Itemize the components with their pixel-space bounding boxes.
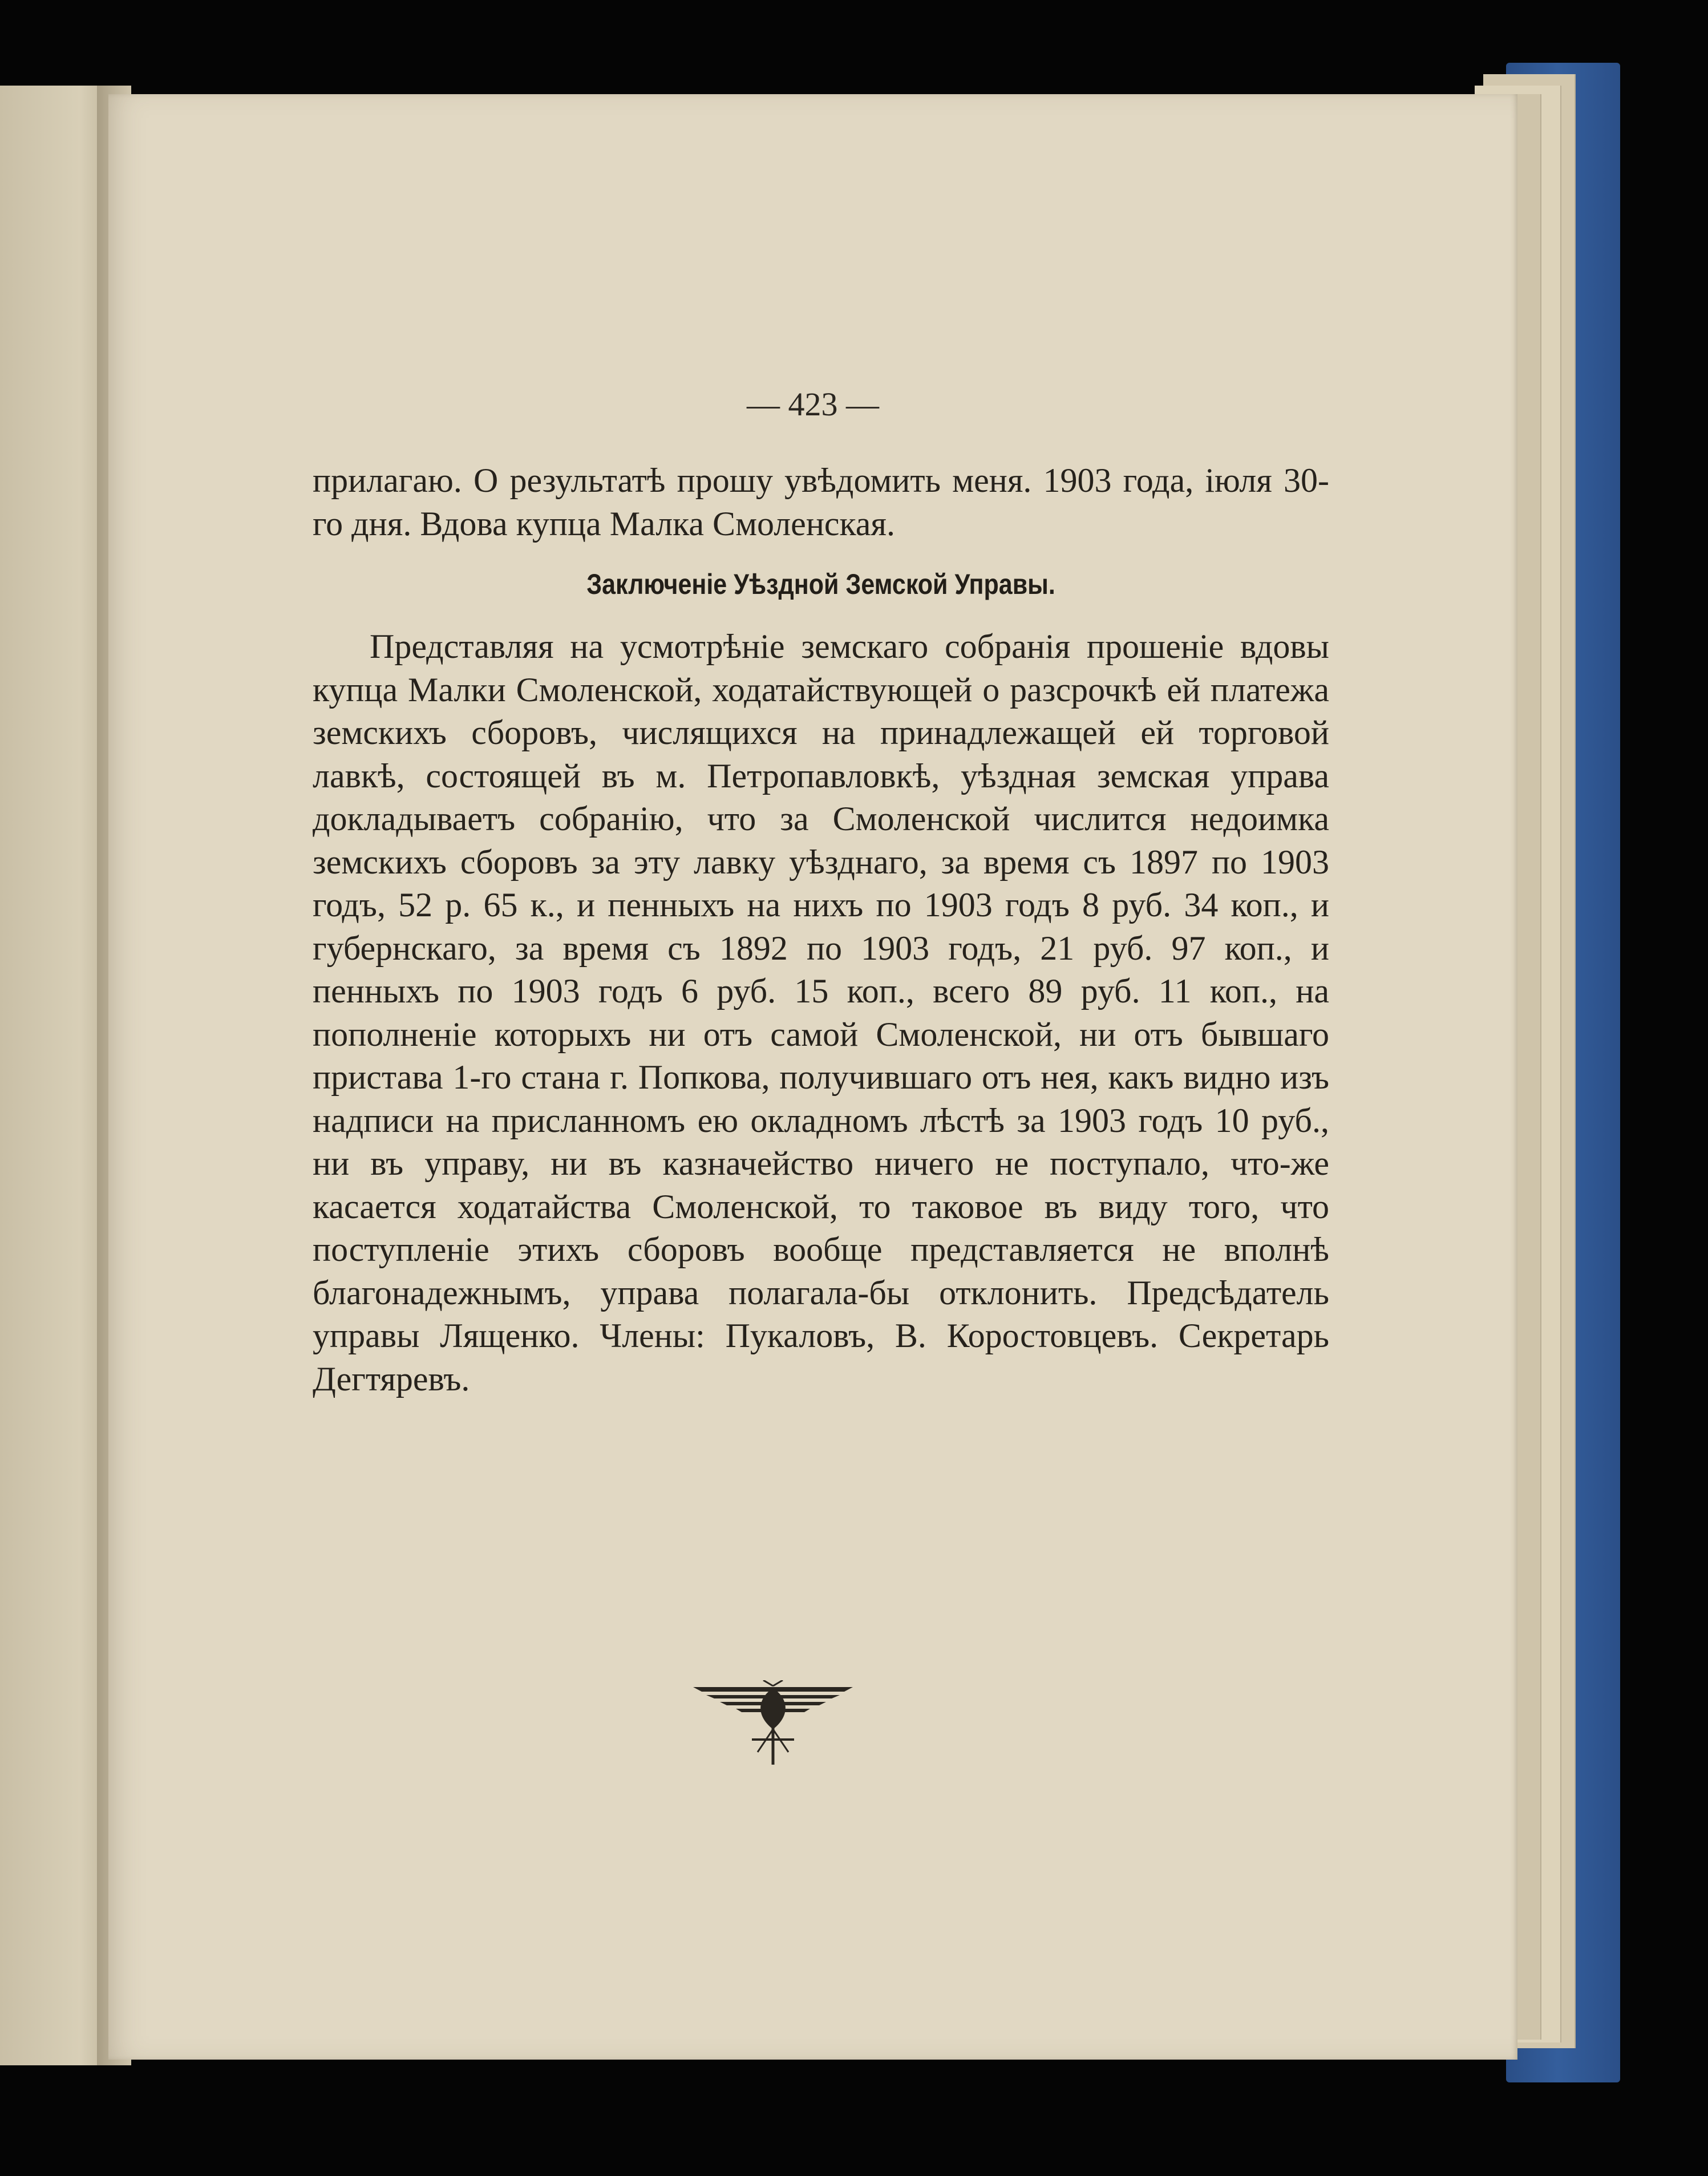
ornament-icon [690, 1680, 856, 1766]
page-number: — 423 — [747, 386, 879, 423]
section-heading: Заключеніе Уѣздной Земской Управы. [586, 568, 1055, 600]
body-paragraph: Представляя на усмотрѣніе земскаго собранія прошеніе вдовы купца Малки Смоленской, ходатайствующей о разсрочкѣ ей платежа земскихъ сборовъ, числящихся на принадлежащей ей торговой лавкѣ, состоящей въ м. Петропавловкѣ, уѣздная земская управа докладываетъ собранію, что за Смоленской числится недоимка земскихъ сборовъ за эту лавку уѣзднаго, за время съ 1897 по 1903 годъ, 52 р. 65 к., и пенныхъ на нихъ по 1903 годъ 8 руб. 34 коп., и губернскаго, за время съ 1892 по 1903 годъ, 21 руб. 97 коп., и пенныхъ по 1903 годъ 6 руб. 15 коп., всего 89 руб. 11 коп., на пополненіе которыхъ ни отъ самой Смоленской, ни отъ бывшаго пристава 1-го стана г. Попкова, получившаго отъ нея, какъ видно изъ надписи на присланномъ ею окладномъ лѣстѣ за 1903 годъ 10 руб., ни въ управу, ни въ казначейство ничего не поступало, что-же касается ходатайства Смоленской, то таковое въ виду того, что поступленіе этихъ сборовъ вообще представляется не вполнѣ благонадежнымъ, управа полагала-бы отклонить. Предсѣдатель управы Лященко. Члены: Пукаловъ, В. Коростовцевъ. Секретарь Дегтяревъ. [313, 628, 1329, 1398]
book-page [108, 94, 1517, 2060]
opening-paragraph: прилагаю. О результатѣ прошу увѣдомить меня. 1903 года, іюля 30-го дня. Вдова купца Малка Смоленская. [313, 462, 1329, 543]
page-text [313, 459, 1329, 1401]
